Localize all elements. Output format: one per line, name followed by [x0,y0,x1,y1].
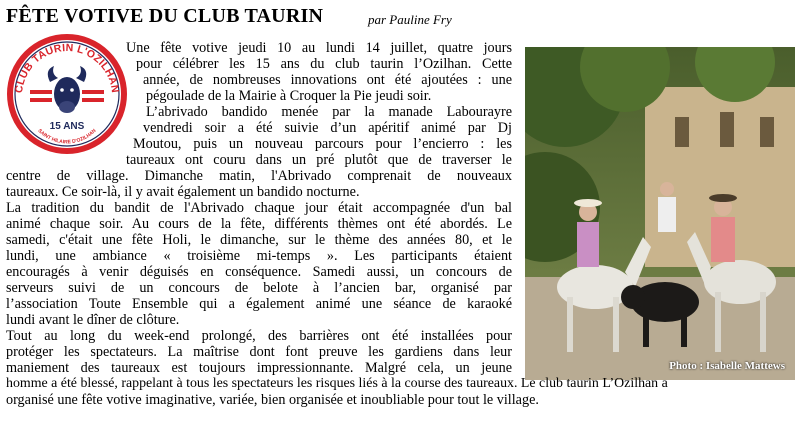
article-line: lundi avant le dîner de clôture. [6,312,180,328]
article-line: Une fête votive jeudi 10 au lundi 14 juillet, quatre jours [126,40,512,56]
article-line: homme a été blessé, rappelant à tous les spectateurs les risques liés à la course des taureaux. Le club taurin L’Ozilhan a [6,376,668,391]
article-line: organisé une fête votive imaginative, variée, bien organisée et inoubliable pour tout le village. [6,392,539,408]
article-line: maniement des taureaux est toujours impressionnante. Malgré cela, un jeune [6,360,512,376]
article-line: encouragés à venir déguisés en conséquence. Samedi aussi, un concours de [6,264,512,280]
article-line: protéger les spectateurs. La maîtrise dont font preuve les gardiens dans leur [6,344,512,360]
article-line: pour célébrer les 15 ans du club taurin l’Ozilhan. Cette [136,56,512,72]
logo-years: 15 ANS [49,121,85,132]
photo-caption: Photo : Isabelle Mattews [669,360,785,372]
article-line: taureaux. Ce soir-là, il y avait également un bandido nocturne. [6,184,360,200]
logo-bottom-text: SAINT HILAIRE D'OZILHAN [36,127,98,146]
logo-top-text: CLUB TAURIN L'OZILHAN [12,41,122,94]
article-line: pégoulade de la Mairie à Croquer la Pie jeudi soir. [146,88,432,104]
article-photo [525,47,795,380]
bull-run-illustration [525,47,795,380]
article-line: vendredi soir a été suivie d’un apéritif animé par Dj [143,120,512,136]
byline: par Pauline Fry [368,12,452,27]
article-line: année, de nombreuses innovations ont été ajoutées : une [143,72,512,88]
club-logo [4,30,130,154]
article-line: La tradition du bandit de l'Abrivado chaque jour était accompagnée d'un bal [6,200,512,216]
article-line: centre de village. Dimanche matin, l'Abrivado comprenait de nouveaux [6,168,512,184]
article-line: animé chaque soir. Au cours de la fête, différents thèmes ont été abordés. Le [6,216,512,232]
article-line: samedi, c'était une fête Holi, le dimanche, sur le thème des années 80, et le [6,232,512,248]
article-line: serveurs suivi de un concours de belote à l’ancien bar, organisé par [6,280,512,296]
article-line: L’abrivado bandido menée par la manade Labourayre [146,104,512,120]
article-line: lundi, une ambiance « troisième mi-temps ». Les participants étaient [6,248,512,264]
article-line: l’association Toute Ensemble qui a également animé une séance de karaoké [6,296,512,312]
article-title: FÊTE VOTIVE DU CLUB TAURIN [6,5,324,27]
article-line: taureaux ont couru dans un pré plutôt que de traverser le [126,152,512,168]
article-line: Tout au long du week-end prolongé, des barrières ont été installées pour [6,328,512,344]
article-line: Moutou, puis un nouveau parcours pour l’encierro : les [133,136,512,152]
